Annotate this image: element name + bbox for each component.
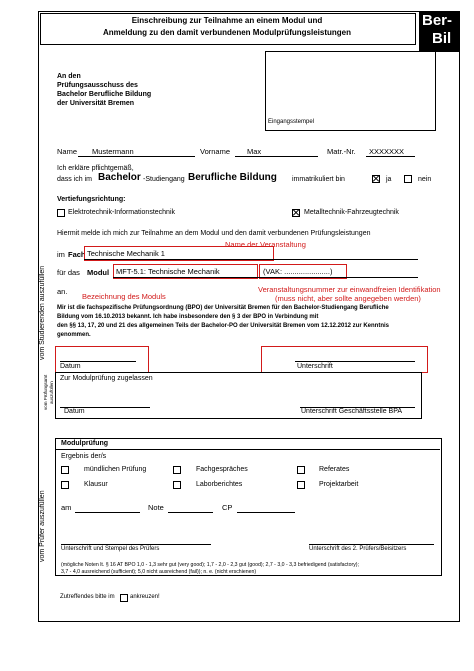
address-line3: Bachelor Berufliche Bildung: [57, 91, 152, 98]
vertiefung-opt1-label: Elektrotechnik-Informationstechnik: [68, 209, 175, 216]
laborberichte-label: Laborberichtes: [196, 481, 243, 488]
admission-sign-label: Unterschrift Geschäftsstelle BPA: [301, 408, 403, 415]
projektarbeit-label: Projektarbeit: [319, 481, 359, 488]
annot-vak1: Veranstaltungsnummer zur einwandfreien Identifikation: [258, 285, 441, 294]
muendlich-checkbox[interactable]: [61, 466, 69, 474]
header-title-line1: Einschreibung zur Teilnahme an einem Modul und: [131, 16, 323, 25]
notice-line4: genommen.: [57, 332, 91, 338]
projektarbeit-checkbox[interactable]: [297, 481, 305, 489]
address-line1: An den: [57, 73, 81, 80]
declaration-line2-a: dass ich im: [57, 176, 93, 183]
sign1-label: Unterschrift und Stempel des Prüfers: [61, 546, 160, 552]
annot-modul: Bezeichnung des Moduls: [82, 292, 166, 301]
stamp-label: Eingangsstempel: [268, 119, 315, 125]
declaration-line1: Ich erkläre pflichtgemäß,: [57, 165, 134, 172]
pruefung-header: Modulprüfung: [61, 440, 109, 447]
name-label: Name: [57, 147, 78, 156]
matr-value[interactable]: XXXXXXX: [369, 147, 405, 156]
modul-label: Modul: [87, 268, 110, 277]
referate-label: Referates: [319, 466, 350, 473]
ja-checkbox[interactable]: [372, 175, 380, 183]
grading-line2: 3,7 - 4,0 ausreichend (sufficient); 5,0 nicht ausreichend (fail)); n. e. (nicht erschienen): [61, 569, 257, 575]
side-label-pruefungsamt-2: auszufüllen: [49, 381, 54, 404]
unterschrift-line: [295, 361, 415, 362]
name-value[interactable]: Mustermann: [92, 147, 134, 156]
matr-underline: [366, 156, 415, 157]
am-line[interactable]: [75, 512, 140, 513]
declaration-program: Berufliche Bildung: [188, 172, 277, 183]
vorname-value[interactable]: Max: [247, 147, 262, 156]
vertiefung-opt2-checkbox[interactable]: [292, 209, 300, 217]
side-label-pruefer: vom Prüfer auszufüllen: [39, 490, 46, 562]
side-label-pruefungsamt-1: vom Prüfungsamt: [43, 374, 48, 410]
admission-datum-label: Datum: [64, 408, 85, 415]
address-line2: Prüfungsausschuss des: [57, 82, 138, 89]
cp-line[interactable]: [237, 512, 295, 513]
laborberichte-checkbox[interactable]: [173, 481, 181, 489]
datum-label[interactable]: Datum: [60, 363, 81, 370]
note-label: Note: [148, 503, 164, 512]
admission-label: Zur Modulprüfung zugelassen: [60, 375, 153, 382]
note-line[interactable]: [168, 512, 213, 513]
declaration-bachelor: Bachelor: [98, 172, 141, 183]
an-label: an.: [57, 287, 68, 296]
sign1-line: [61, 544, 211, 545]
klausur-checkbox[interactable]: [61, 481, 69, 489]
vorname-underline: [235, 156, 318, 157]
module-intro: Hiermit melde ich mich zur Teilnahme an dem Modul und den damit verbundenen Prüfungsleistungen: [57, 230, 371, 237]
vertiefung-label: Vertiefungsrichtung:: [57, 196, 126, 203]
pruefung-ergebnis: Ergebnis der/s: [61, 453, 107, 460]
notice-line3: den §§ 13, 17, 20 und 21 des allgemeinen Teils der Bachelor-PO der Universität Bremen vom 12.12.2012 zur Kenntnis: [57, 323, 390, 329]
nein-label: nein: [418, 176, 432, 183]
datum-line: [60, 361, 136, 362]
unterschrift-label[interactable]: Unterschrift: [297, 363, 333, 370]
sign2-line: [309, 544, 434, 545]
fachgespraech-label: Fachgespräches: [196, 466, 248, 473]
nein-checkbox[interactable]: [404, 175, 412, 183]
fach-label: Fach: [68, 250, 86, 259]
notice-line2: Bildung vom 16.10.2013 bekannt. Ich habe insbesondere den § 3 der BPO in Verbindung mit: [57, 314, 319, 320]
im-label: im: [57, 250, 65, 259]
referate-checkbox[interactable]: [297, 466, 305, 474]
modul-prefix: für das: [57, 268, 80, 277]
annot-veranstaltung: Name der Veranstaltung: [225, 240, 306, 249]
fachgespraech-checkbox[interactable]: [173, 466, 181, 474]
unterschrift-highlight: [261, 346, 428, 373]
declaration-line2-b: -Studiengang: [143, 176, 185, 183]
footer-checkbox-icon: [120, 594, 128, 602]
badge-line2: Bil: [432, 30, 452, 47]
vorname-label: Vorname: [200, 147, 231, 156]
fach-value[interactable]: Technische Mechanik 1: [87, 249, 165, 258]
vertiefung-opt2-label: Metalltechnik-Fahrzeugtechnik: [304, 209, 399, 216]
pruefung-box: [55, 438, 442, 576]
annot-vak2: (muss nicht, aber sollte angegeben werden): [275, 294, 421, 303]
matr-label: Matr.-Nr.: [327, 147, 356, 156]
muendlich-label: mündlichen Prüfung: [84, 466, 147, 473]
am-label: am: [61, 503, 72, 512]
grading-line1: (mögliche Noten lt. § 16 AT BPO 1,0 - 1,3 sehr gut (very good); 1,7 - 2,0 - 2,3 gut (good); 2,7 - 3,0 - 3,3 befriedigend (satisfactory);: [61, 562, 359, 568]
name-underline: [78, 156, 195, 157]
modul-underline: [113, 277, 418, 278]
modul-value[interactable]: MFT-5.1: Technische Mechanik: [116, 267, 220, 276]
footer-text-a: Zutreffendes bitte im: [60, 594, 115, 600]
cp-label: CP: [222, 503, 233, 512]
pruefung-header-bar: [55, 438, 440, 450]
ja-label: ja: [386, 176, 392, 183]
declaration-line2-c: immatrikuliert bin: [292, 176, 345, 183]
side-label-studierende: vom Studierenden auszufüllen: [39, 265, 46, 360]
footer-text-b: ankreuzen!: [130, 594, 160, 600]
vak-value[interactable]: (VAK: ......................): [263, 267, 333, 276]
address-line4: der Universität Bremen: [57, 100, 135, 107]
header-title-line2: Anmeldung zu den damit verbundenen Modulprüfungsleistungen: [103, 28, 351, 37]
badge-line1: Ber-: [422, 12, 453, 29]
sign2-label: Unterschrift des 2. Prüfers/Beisitzers: [309, 546, 407, 552]
notice-line1: Mir ist die fachspezifische Prüfungsordnung (BPO) der Universität Bremen für den Bachelor-Studiengang Berufliche: [57, 305, 389, 311]
fach-underline: [84, 259, 418, 260]
vertiefung-opt1-checkbox[interactable]: [57, 209, 65, 217]
klausur-label: Klausur: [84, 481, 108, 488]
